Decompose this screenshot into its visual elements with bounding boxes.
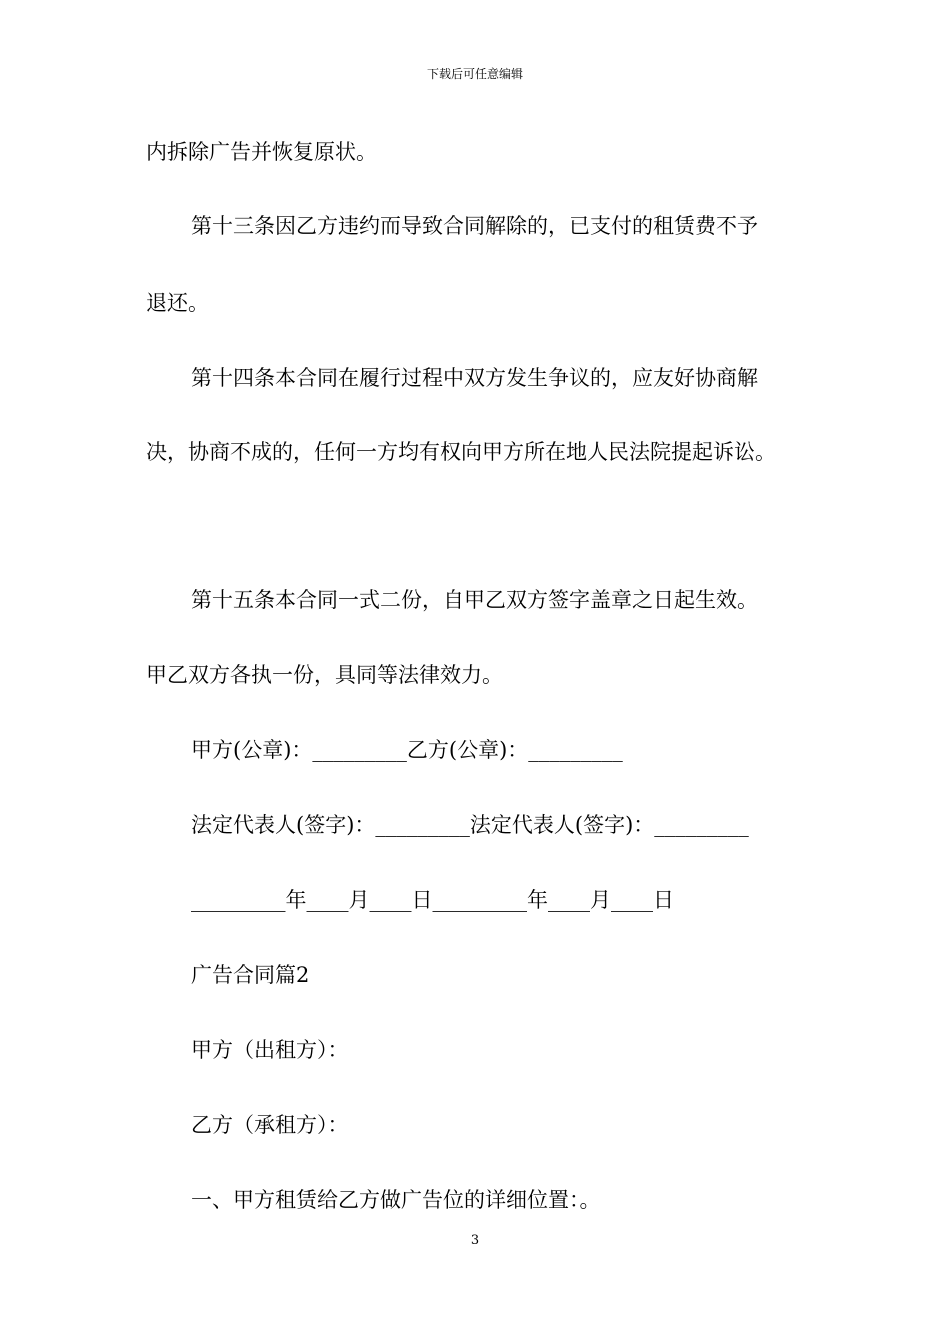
- paragraph-line: 第十三条因乙方违约而导致合同解除的，已支付的租赁费不予: [191, 214, 758, 238]
- clause-line: 一、甲方租赁给乙方做广告位的详细位置：。: [191, 1188, 601, 1212]
- party-a-label: 甲方（出租方）：: [191, 1038, 349, 1062]
- party-b-label: 乙方（承租方）：: [191, 1113, 349, 1137]
- section-title: 广告合同篇2: [191, 963, 310, 987]
- paragraph-line: 内拆除广告并恢复原状。: [146, 140, 377, 164]
- paragraph-line: 第十五条本合同一式二份，自甲乙双方签字盖章之日起生效。: [191, 588, 758, 612]
- paragraph-line: 退还。: [146, 291, 209, 315]
- page-number: 3: [470, 1233, 480, 1248]
- signature-line-representative: 法定代表人(签字)：_________法定代表人(签字)：_________: [191, 813, 749, 837]
- signature-line-seal: 甲方(公章)：_________乙方(公章)：_________: [191, 738, 623, 762]
- page-header: 下载后可任意编辑: [426, 67, 523, 81]
- signature-line-date: _________年____月____日_________年____月____日: [191, 888, 674, 912]
- paragraph-line: 第十四条本合同在履行过程中双方发生争议的，应友好协商解: [191, 366, 758, 390]
- paragraph-line: 甲乙双方各执一份，具同等法律效力。: [146, 663, 503, 687]
- paragraph-line: 决，协商不成的，任何一方均有权向甲方所在地人民法院提起诉讼。: [146, 440, 776, 464]
